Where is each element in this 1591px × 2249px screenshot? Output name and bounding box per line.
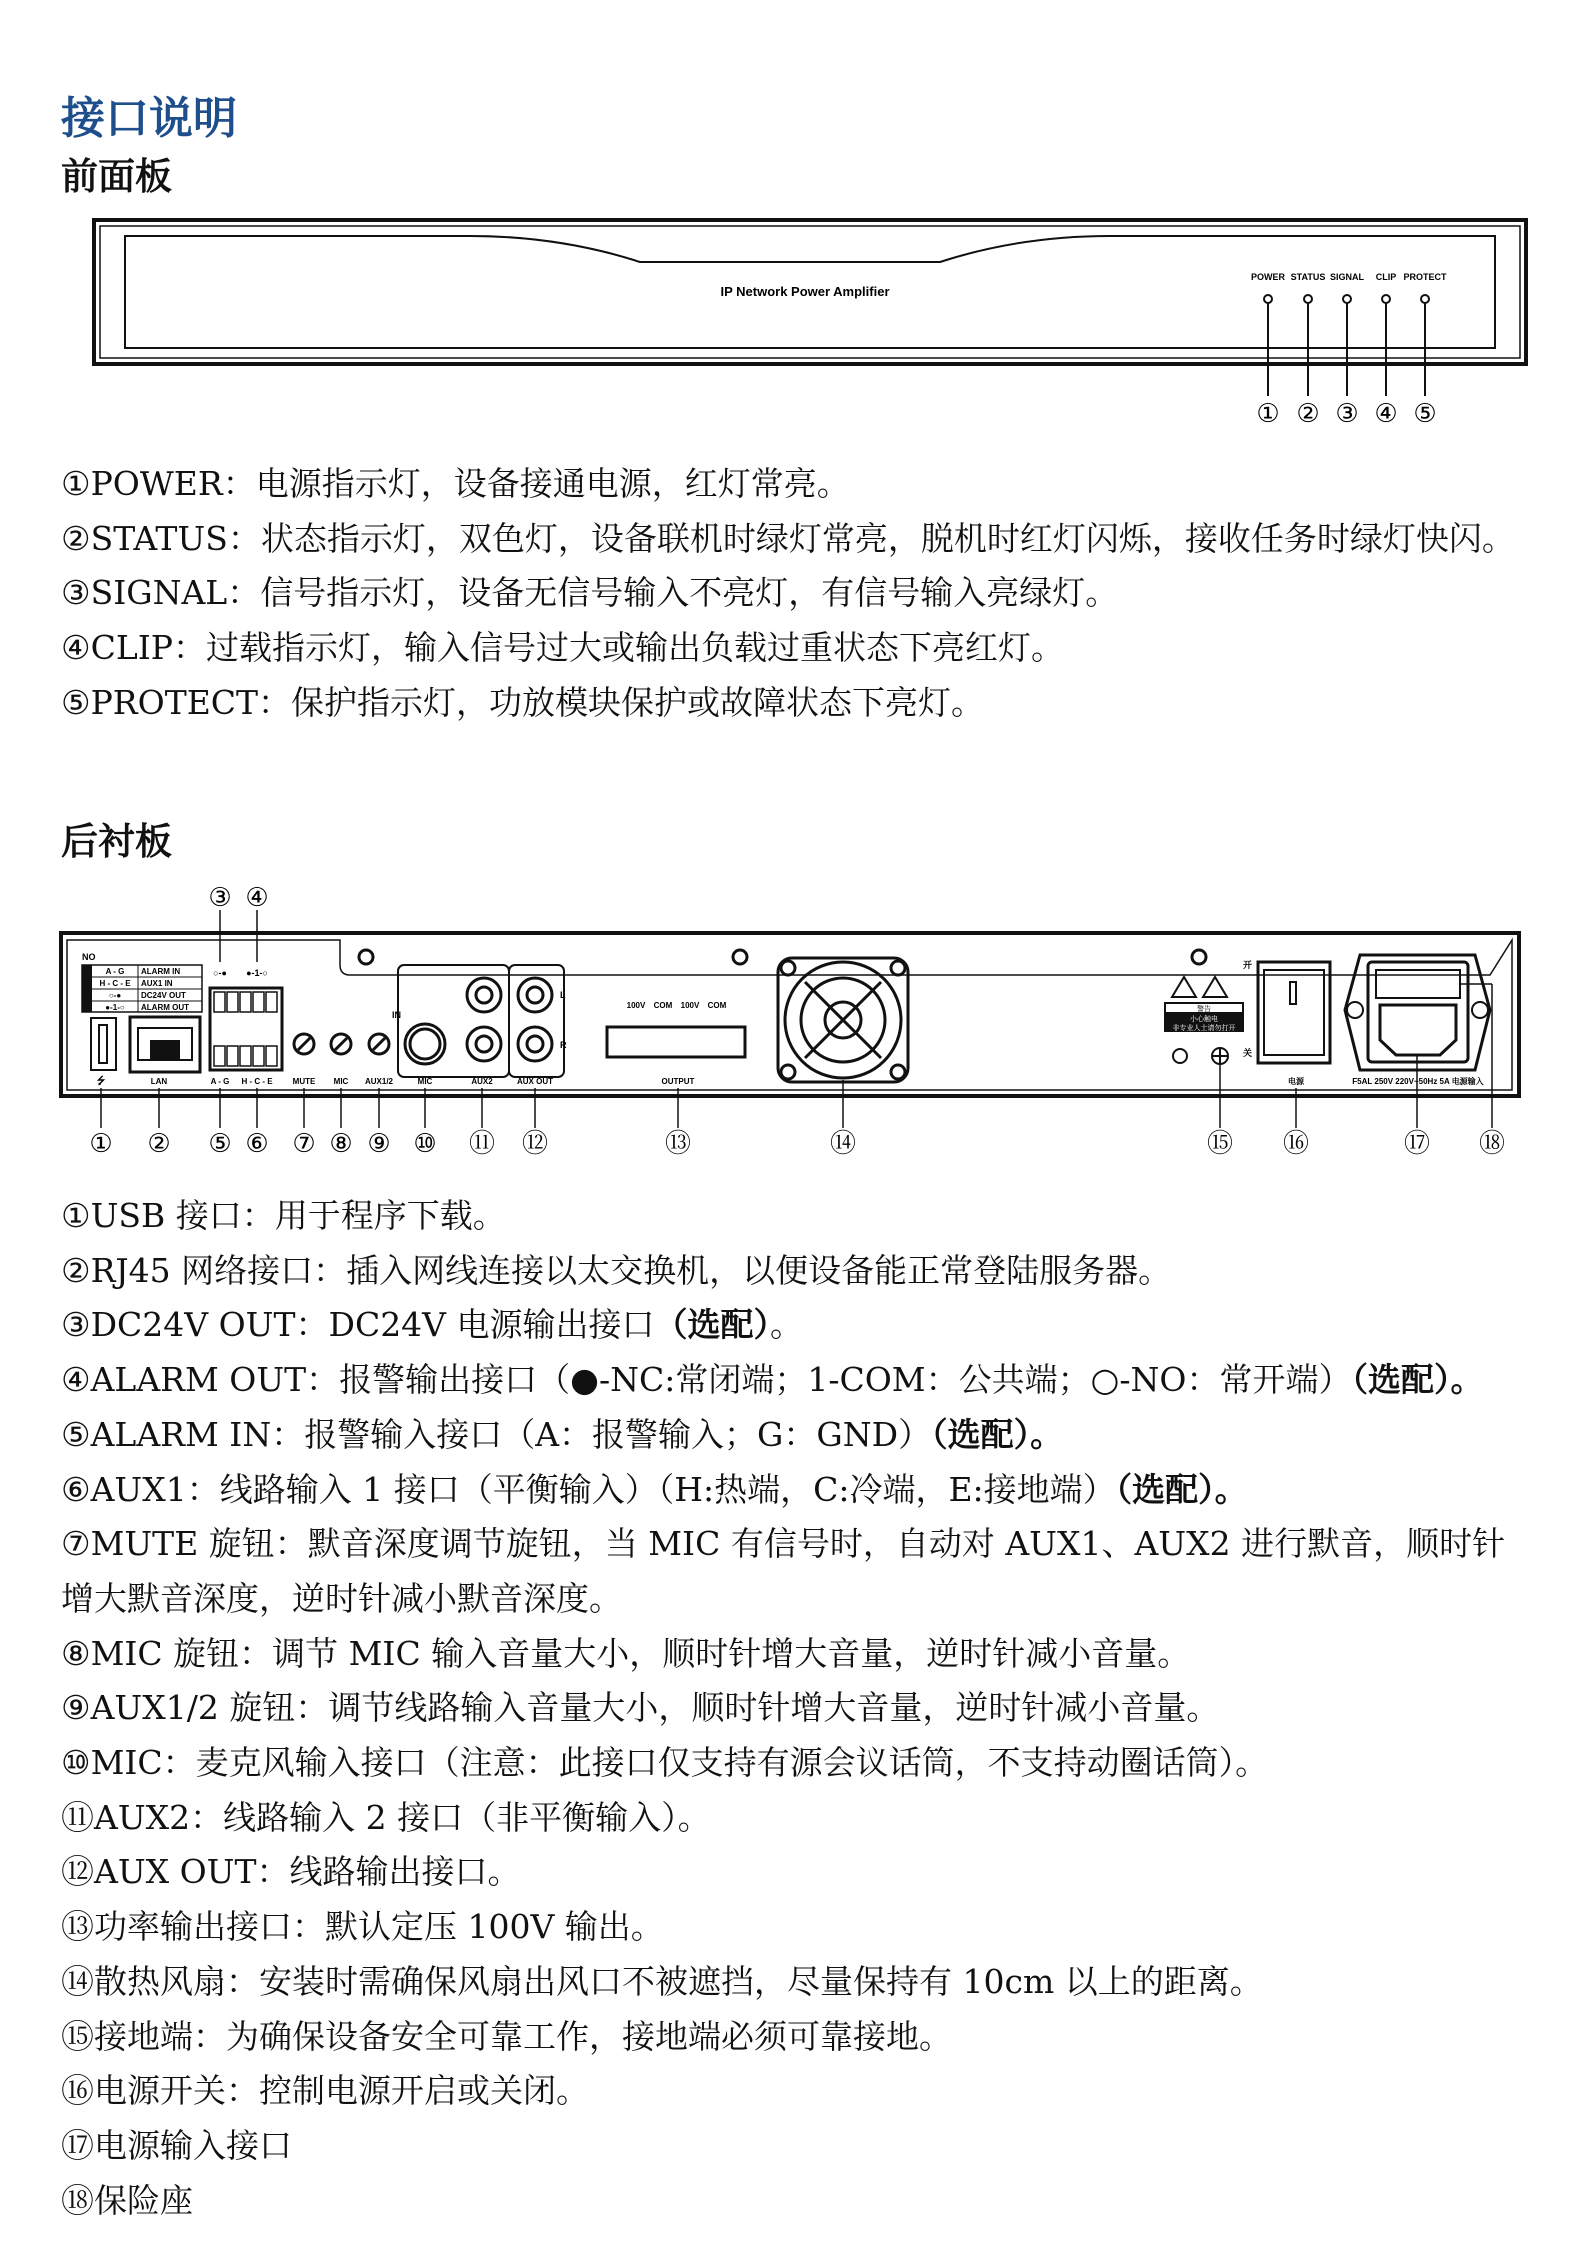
led-label-power: POWER [1250, 272, 1286, 282]
warning-text: 小心触电 [1190, 1016, 1218, 1023]
led-clip [1382, 295, 1390, 303]
callout-11: ⑪ [468, 1129, 496, 1159]
rear-item [61, 1955, 1531, 2010]
callout-12: ⑫ [521, 1129, 549, 1159]
led-status [1304, 295, 1312, 303]
front-item: ①POWER：电源指示灯，设备接通电源，红灯常亮。 [61, 464, 850, 503]
item-text: ⑮接地端：为确保设备安全可靠工作，接地端必须可靠接地。 [61, 2016, 952, 2056]
item-text: ⑧MIC 旋钮：调节 MIC 输入音量大小，顺时针增大音量，逆时针减小音量。 [61, 1633, 1191, 1673]
item-text: ⑯电源开关：控制电源开启或关闭。 [61, 2071, 589, 2111]
lan-label: LAN [150, 1077, 168, 1086]
front-panel-diagram [0, 200, 1591, 440]
callout-7: ⑦ [292, 1129, 316, 1159]
callout-1: ① [89, 1129, 113, 1159]
led-signal [1343, 295, 1351, 303]
item-text: ⑦MUTE 旋钮：默音深度调节旋钮，当 MIC 有信号时，自动对 AUX1、AUX2 进行默音，顺时针增大默音深度，逆时针减小默音深度。 [61, 1524, 1506, 1618]
legend-cell: ○-● [108, 991, 122, 1000]
rating-label: F5AL 250V 220V~50Hz 5A 电源输入 [1352, 1077, 1484, 1086]
callout-1: ① [1256, 399, 1280, 429]
rear-item [61, 1791, 1531, 1846]
item-text: ⑩MIC：麦克风输入接口（注意：此接口仅支持有源会议话筒，不支持动圈话筒）。 [61, 1743, 1269, 1783]
item-text: ⑤ALARM IN：报警输入接口（A：报警输入；G：GND） [61, 1414, 932, 1454]
item-text: ④ALARM OUT：报警输出接口（●-NC:常闭端；1-COM：公共端；○-NO：常开端） [61, 1360, 1352, 1400]
item-text: ⑬功率输出接口：默认定压 100V 输出。 [61, 1907, 664, 1947]
callout-9: ⑨ [367, 1129, 391, 1159]
item-text: ⑫AUX OUT：线路输出接口。 [61, 1852, 521, 1892]
led-label-clip: CLIP [1375, 272, 1397, 282]
output-term-label: 100V [626, 1001, 646, 1010]
rear-item [61, 1353, 1531, 1408]
ag-label: A - G [210, 1077, 230, 1086]
rear-item [61, 2010, 1531, 2065]
l-label: L [560, 990, 566, 1000]
dc24v-terminal-label: ○-● [213, 968, 227, 978]
alarm-out-terminal-label: ●-1-○ [246, 968, 268, 978]
led-label-signal: SIGNAL [1329, 272, 1365, 282]
page-title: 接口说明 [61, 93, 237, 144]
rear-item [61, 2119, 1531, 2174]
legend-cell: ALARM OUT [141, 1003, 189, 1012]
usb-label: ⭍ [96, 1076, 106, 1087]
item-text: ③DC24V OUT：DC24V 电源输出接口 [61, 1305, 655, 1345]
item-text: ⑱保险座 [61, 2180, 193, 2220]
callout-4: ④ [1374, 399, 1398, 429]
callout-14: ⑭ [829, 1129, 857, 1159]
no-label: NO [82, 952, 96, 962]
legend-cell: H - C - E [99, 979, 131, 988]
rear-item [61, 1736, 1531, 1791]
in-label: IN [392, 1010, 401, 1020]
callout-13: ⑬ [664, 1129, 692, 1159]
rear-panel-heading: 后衬板 [61, 820, 172, 863]
callout-2: ② [147, 1129, 171, 1159]
aux12-label: AUX1/2 [364, 1077, 394, 1086]
callout-16: ⑯ [1282, 1129, 1310, 1159]
legend-cell: ALARM IN [141, 967, 181, 976]
mic-knob-label: MIC [333, 1077, 349, 1086]
optional-tag: （选配）。 [1115, 1469, 1248, 1509]
switch-on-label: 开 [1243, 960, 1253, 970]
output-label: OUTPUT [661, 1077, 695, 1086]
front-item: ③SIGNAL：信号指示灯，设备无信号输入不亮灯，有信号输入亮绿灯。 [61, 573, 1119, 613]
item-text: ⑥AUX1：线路输入 1 接口（平衡输入）（H:热端，C:冷端，E:接地端） [61, 1469, 1116, 1509]
callout-2: ② [1296, 399, 1320, 429]
callout-15: ⑮ [1206, 1129, 1234, 1159]
item-text: ⑨AUX1/2 旋钮：调节线路输入音量大小，顺时针增大音量，逆时针减小音量。 [61, 1688, 1220, 1728]
r-label: R [560, 1040, 567, 1050]
led-label-status: STATUS [1290, 272, 1326, 282]
switch-off-label: 关 [1243, 1048, 1253, 1058]
callout-5: ⑤ [1413, 399, 1437, 429]
led-protect [1421, 295, 1429, 303]
callout-4-top: ④ [245, 883, 269, 913]
warning-title: 警告 [1197, 1006, 1211, 1013]
item-text: ①USB 接口：用于程序下载。 [61, 1196, 506, 1235]
rear-item [61, 1900, 1531, 1955]
rear-item [61, 1408, 1531, 1463]
warning-text: 非专业人士请勿打开 [1172, 1025, 1236, 1032]
item-text: ⑪AUX2：线路输入 2 接口（非平衡输入）。 [61, 1797, 711, 1837]
front-item: ④CLIP：过载指示灯，输入信号过大或输出负载过重状态下亮红灯。 [61, 628, 1064, 668]
rear-item [61, 2174, 1531, 2229]
mute-label: MUTE [292, 1077, 316, 1086]
callout-10: ⑩ [413, 1129, 437, 1159]
callout-17: ⑰ [1403, 1129, 1431, 1159]
item-text: ②RJ45 网络接口：插入网线连接以太交换机，以便设备能正常登陆服务器。 [61, 1250, 1172, 1290]
led-power [1264, 295, 1272, 303]
auxout-label: AUX OUT [517, 1077, 553, 1086]
front-item: ②STATUS：状态指示灯，双色灯，设备联机时绿灯常亮，脱机时红灯闪烁，接收任务时绿灯快闪。 [61, 518, 1515, 558]
callout-5: ⑤ [208, 1129, 232, 1159]
rear-item [61, 1845, 1531, 1900]
optional-tag: （选配）。 [931, 1414, 1064, 1454]
rear-item [61, 1244, 1531, 1299]
legend-cell: A - G [105, 967, 125, 976]
callout-6: ⑥ [245, 1129, 269, 1159]
output-term-label: 100V [680, 1001, 700, 1010]
model-label: IP Network Power Amplifier [720, 284, 890, 299]
legend-cell: ●-1-○ [105, 1003, 125, 1012]
hce-label: H - C - E [241, 1077, 273, 1086]
aux2-label: AUX2 [471, 1077, 493, 1086]
led-label-protect: PROTECT [1403, 272, 1447, 282]
optional-tag: （选配） [654, 1305, 771, 1345]
front-item: ⑤PROTECT：保护指示灯，功放模块保护或故障状态下亮灯。 [61, 682, 985, 722]
mic-label: MIC [417, 1077, 433, 1086]
power-label: 电源 [1288, 1077, 1304, 1086]
rear-item [61, 1298, 1531, 1353]
front-callouts [1256, 399, 1436, 429]
callout-3-top: ③ [208, 883, 232, 913]
legend-cell: DC24V OUT [141, 991, 186, 1000]
rear-item [61, 1517, 1531, 1626]
item-text: 。 [770, 1305, 804, 1345]
rear-item [61, 1189, 1531, 1244]
output-term-label: COM [707, 1001, 727, 1010]
rear-item [61, 1463, 1531, 1518]
rear-item [61, 2064, 1531, 2119]
callout-3: ③ [1335, 399, 1359, 429]
rear-item [61, 1681, 1531, 1736]
item-text: ⑭散热风扇：安装时需确保风扇出风口不被遮挡，尽量保持有 10cm 以上的距离。 [61, 1961, 1263, 2001]
rear-panel-descriptions [61, 1189, 1531, 2228]
output-term-label: COM [653, 1001, 673, 1010]
front-panel-descriptions [61, 457, 1531, 731]
front-panel-heading: 前面板 [61, 155, 172, 198]
legend-cell: AUX1 IN [141, 979, 173, 988]
rear-panel-diagram [0, 880, 1591, 1180]
callout-18: ⑱ [1478, 1129, 1506, 1159]
rear-item [61, 1627, 1531, 1682]
callout-8: ⑧ [329, 1129, 353, 1159]
optional-tag: （选配）。 [1351, 1360, 1484, 1400]
item-text: ⑰电源输入接口 [61, 2125, 292, 2165]
